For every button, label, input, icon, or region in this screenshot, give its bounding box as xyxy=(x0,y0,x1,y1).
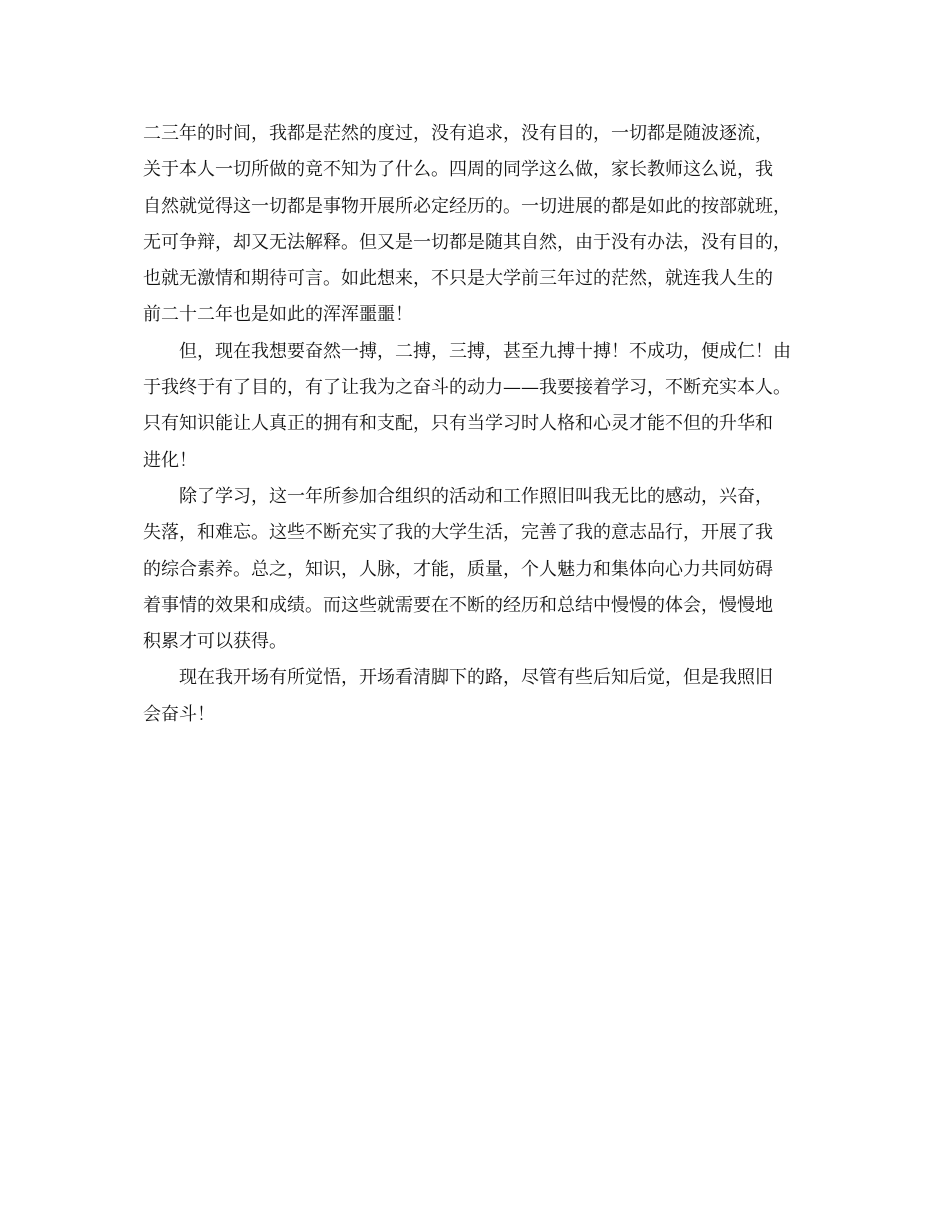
document-body xyxy=(143,116,807,733)
text-line: 的综合素养。总之，知识，人脉，才能，质量，个人魅力和集体向心力共同妨碍 xyxy=(143,558,773,580)
text-line: 自然就觉得这一切都是事物开展所必定经历的。一切进展的都是如此的按部就班， xyxy=(143,195,791,217)
text-line: 无可争辩，却又无法解释。但又是一切都是随其自然，由于没有办法，没有目的， xyxy=(143,231,791,253)
text-line: 会奋斗！ xyxy=(143,703,215,725)
text-line: 前二十二年也是如此的浑浑噩噩！ xyxy=(143,304,413,326)
text-line: 失落，和难忘。这些不断充实了我的大学生活，完善了我的意志品行，开展了我 xyxy=(143,522,773,544)
text-line: 只有知识能让人真正的拥有和支配，只有当学习时人格和心灵才能不但的升华和 xyxy=(143,413,773,435)
text-line: 也就无激情和期待可言。如此想来，不只是大学前三年过的茫然，就连我人生的 xyxy=(143,268,773,290)
text-line: 但，现在我想要奋然一搏，二搏，三搏，甚至九搏十搏！不成功，便成仁！由 xyxy=(143,340,791,362)
text-line: 现在我开场有所觉悟，开场看清脚下的路，尽管有些后知后觉，但是我照旧 xyxy=(143,667,773,689)
text-line: 二三年的时间，我都是茫然的度过，没有追求，没有目的，一切都是随波逐流， xyxy=(143,123,773,144)
text-line: 积累才可以获得。 xyxy=(143,631,287,653)
text-line: 进化！ xyxy=(143,449,197,471)
text-line: 于我终于有了目的，有了让我为之奋斗的动力——我要接着学习，不断充实本人。 xyxy=(143,377,791,399)
text-line: 着事情的效果和成绩。而这些就需要在不断的经历和总结中慢慢的体会，慢慢地 xyxy=(143,594,773,616)
text-line: 关于本人一切所做的竟不知为了什么。四周的同学这么做，家长教师这么说，我 xyxy=(143,159,773,181)
text-line: 除了学习，这一年所参加合组织的活动和工作照旧叫我无比的感动，兴奋， xyxy=(143,485,773,507)
